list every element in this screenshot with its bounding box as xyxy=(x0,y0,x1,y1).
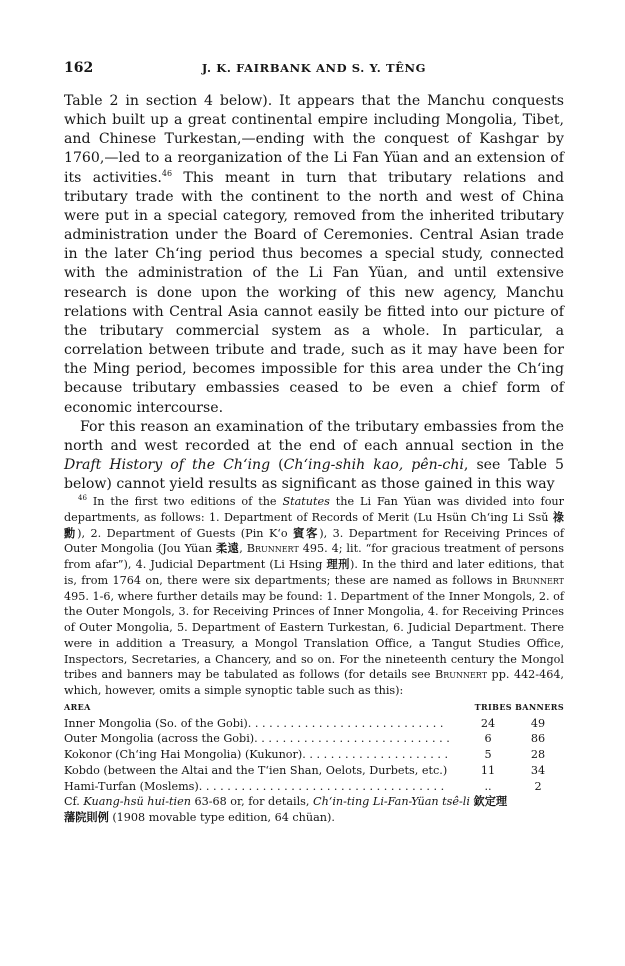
cell-banners: 28 xyxy=(530,748,546,761)
p1-text-a: Table 2 in section 4 below). It appears that the Manchu conquests which built up a great continental empire including Mongolia, Tibet, and Chinese Turkestan,—ending with the conquest of Kashgar by 1760,—led to a reorganization of the Li Fan Yüan and an extension of its activities. xyxy=(64,93,564,186)
footnote-46 xyxy=(64,494,564,699)
table-row xyxy=(64,716,564,732)
fn-title-tse-li: Chʻin-ting Li-Fan-Yüan tsê-li xyxy=(313,795,470,809)
fn-text: 63-68 or, for details, xyxy=(190,795,314,809)
footnote-marker: 46 xyxy=(78,494,87,502)
fn-text: 495. 1-6, where further details may be found: 1. Department of the Inner Mongols, 2. of the Outer Mongols, 3. for Receiving Princes of Inner Mongolia, 4. for Receiving Princes of Outer Mongolia, 5. Department of Eastern Turkestan, 6. Judicial Department. There were in addition a Treasury, a Mongol Translation Office, a Tangut Studies Office, Inspectors, Secretaries, a Chancery, and so on. For the nineteenth century the Mongol tribes and banners may be tabulated as follows (for details see xyxy=(64,589,564,682)
leader-dots: . . . . . . . . . . . . . . . . . . . . . xyxy=(302,748,449,761)
p2-text-a: For this reason an examination of the tributary embassies from the north and west recorded at the end of each annual section in the xyxy=(64,418,564,454)
footnotes xyxy=(64,494,564,826)
fn-text: ). In the third and later editions, that is, from 1764 on, there were six departments; these are named as follows in xyxy=(64,558,564,587)
fn-citation-brunnert: Brunnert xyxy=(511,573,564,587)
cell-area xyxy=(64,731,464,747)
page-header xyxy=(64,60,564,78)
column-header-area: AREA xyxy=(64,701,91,712)
fn-text: In the first two editions of the xyxy=(86,495,283,508)
column-header-banners: BANNERS xyxy=(515,701,564,712)
cell-area xyxy=(64,716,464,732)
cell-tribes: .. xyxy=(484,779,492,793)
footnote-cf xyxy=(64,794,564,826)
leader-dots: . . . . . . . . . . . . . . . . . . . . . . . . . . . . xyxy=(247,716,444,730)
area-label: Inner Mongolia (So. of the Gobi) xyxy=(64,716,248,730)
table-header-row xyxy=(64,700,564,716)
fn-text: pp. 442-464, which, however, omits a simple synoptic table such as this): xyxy=(64,668,564,697)
cell-banners: 49 xyxy=(530,716,546,730)
table-row xyxy=(64,747,564,763)
cell-banners: 34 xyxy=(530,763,546,777)
paragraph-1 xyxy=(64,92,564,418)
p2-text-b: , see Table 5 below) cannot yield results as significant as those gained in this way xyxy=(64,456,564,493)
leader-dots: . . . . . . . . . . . . . . . . . . . . . . . . . . . . xyxy=(254,732,450,746)
fn-text: 495. 4; lit. “for gracious treatment of persons from afar”), 4. Judicial Department (Li Hsing xyxy=(64,542,565,571)
footnote-ref-46[interactable]: 46 xyxy=(161,168,173,178)
table-row xyxy=(64,779,564,795)
column-header-tribes: TRIBES xyxy=(474,701,512,712)
paragraph-2 xyxy=(64,418,564,495)
fn-title-hui-tien: Kuang-hsü hui-tien xyxy=(83,795,191,809)
title-ching-shih-kao: Chʻing-shih kao, pên-chi xyxy=(283,456,464,473)
cell-tribes: 6 xyxy=(484,732,492,746)
fn-text: ), 2. Department of Guests (Pin Kʻo xyxy=(77,526,294,540)
cell-tribes: 11 xyxy=(480,763,496,777)
fn-chinese-characters: 祿勳 xyxy=(64,510,564,540)
fn-chinese-characters: 理刑 xyxy=(326,558,351,571)
fn-citation-brunnert: Brunnert xyxy=(434,668,488,682)
cell-area xyxy=(64,763,464,779)
fn-text: ), 3. Department for Receiving Princes of Outer Mongolia (Jou Yüan xyxy=(64,526,564,556)
fn-chinese-characters: 賓客 xyxy=(293,526,320,540)
running-head: J. K. FAIRBANK AND S. Y. TÊNG xyxy=(201,61,427,75)
fn-chinese-characters: 藩院則例 xyxy=(64,811,109,824)
main-text xyxy=(64,92,564,494)
fn-chinese-characters: 欽定理 xyxy=(473,795,508,809)
cell-area xyxy=(64,747,464,763)
fn-title-statutes: Statutes xyxy=(282,495,330,508)
page-number: 162 xyxy=(64,60,94,76)
area-label: Kokonor (Chʻing Hai Mongolia) (Kukunor) xyxy=(64,748,303,761)
fn-citation-brunnert: Brunnert xyxy=(246,542,299,556)
mongol-tribes-table xyxy=(64,700,564,795)
p2-paren: ( xyxy=(270,456,284,473)
leader-dots: . . . . . . . . . . . . . . . . . . . . . . . . . . . . . . . . . . . xyxy=(198,779,445,793)
cell-banners: 86 xyxy=(530,732,546,746)
area-label: Hami-Turfan (Moslems) xyxy=(64,779,199,793)
table-row xyxy=(64,763,564,779)
cell-tribes: 24 xyxy=(480,716,496,730)
area-label: Outer Mongolia (across the Gobi) xyxy=(64,732,255,746)
fn-text: (1908 movable type edition, 64 chüan). xyxy=(108,811,335,824)
fn-text: the Li Fan Yüan was divided into four departments, as follows: 1. Department of Records of Merit (Lu Hsün Chʻing Li Ssŭ xyxy=(64,495,564,524)
cell-tribes: 5 xyxy=(484,748,492,761)
fn-chinese-characters: 柔遠 xyxy=(216,542,240,556)
title-draft-history: Draft History of the Chʻing xyxy=(64,456,271,473)
p1-text-b: This meant in turn that tributary relations and tributary trade with the continent to the north and west of China were put in a special category, removed from the inherited tributary administration under the Board of Ceremonies. Central Asian trade in the later Chʻing period thus becomes a special study, connected with the administration of the Li Fan Yüan, and until extensive research is done upon the working of this new agency, Manchu relations with Central Asia cannot easily be fitted into our picture of the tributary commercial system as a whole. In particular, a correlation between tribute and trade, such as it may have been for the Ming period, becomes impossible for this area under the Chʻing because tributary embassies ceased to be even a chief form of economic intercourse. xyxy=(64,169,564,416)
fn-text: , xyxy=(239,542,247,556)
fn-text: Cf. xyxy=(64,795,84,809)
cell-area xyxy=(64,779,464,795)
table-row xyxy=(64,731,564,747)
area-label: Kobdo (between the Altai and the Tʻien Shan, Oelots, Durbets, etc.) xyxy=(64,763,448,777)
cell-banners: 2 xyxy=(534,779,542,793)
